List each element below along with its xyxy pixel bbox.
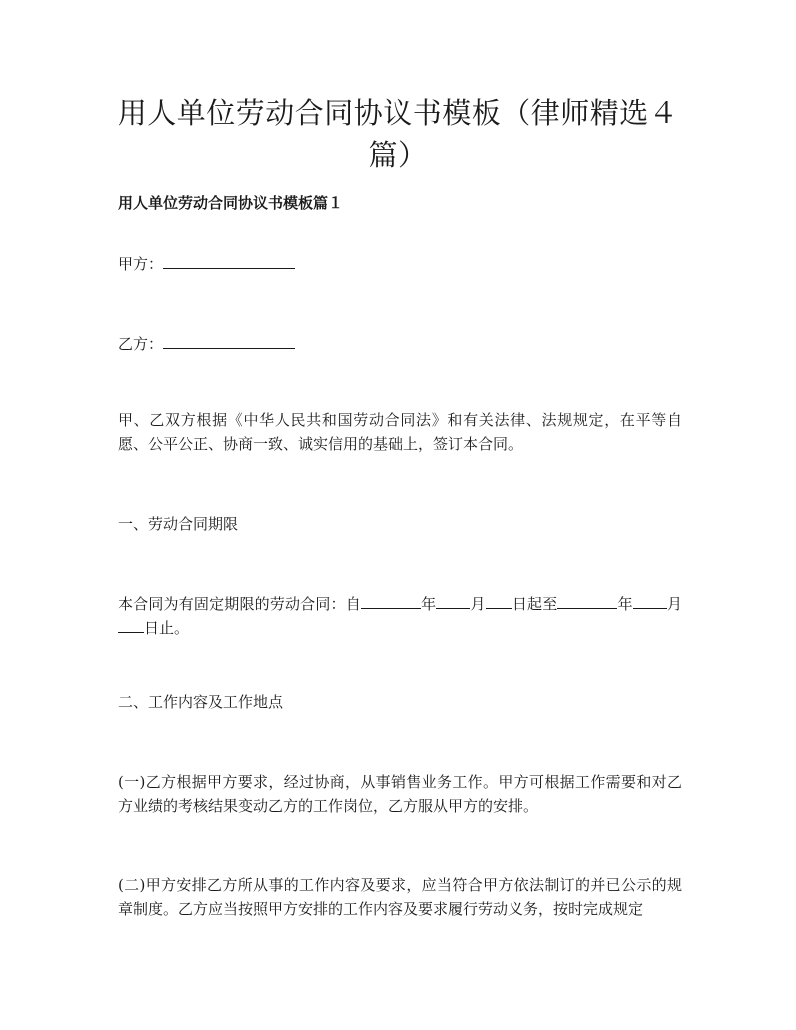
preamble-paragraph: 甲、乙双方根据《中华人民共和国劳动合同法》和有关法律、法规规定，在平等自愿、公平公正、协商一致、诚实信用的基础上，签订本合同。	[118, 411, 682, 453]
day-label: 日止。	[144, 619, 190, 637]
month-label: 月	[666, 595, 682, 613]
year-label: 年	[420, 595, 437, 613]
clause2-item1: (一)乙方根据甲方要求，经过协商，从事销售业务工作。甲方可根据工作需要和对乙方业绩的考核结果变动乙方的工作岗位，乙方服从甲方的安排。	[118, 773, 682, 815]
end-year-blank	[557, 594, 617, 609]
start-day-blank	[486, 594, 512, 609]
party-a-line	[118, 252, 682, 276]
document-title: 用人单位劳动合同协议书模板（律师精选４篇）	[117, 96, 679, 172]
party-a-label: 甲方：	[118, 255, 164, 273]
start-month-blank	[436, 594, 470, 609]
party-b-line	[118, 332, 682, 356]
clause1-heading: 一、劳动合同期限	[118, 515, 239, 533]
clause2-item2: (二)甲方安排乙方所从事的工作内容及要求，应当符合甲方依法制订的并已公示的规章制度。乙方应当按照甲方安排的工作内容及要求履行劳动义务，按时完成规定	[118, 876, 682, 918]
party-a-blank	[163, 254, 295, 269]
clause2-heading: 二、工作内容及工作地点	[118, 693, 284, 711]
clause1-paragraph	[118, 592, 682, 640]
party-b-blank	[163, 334, 295, 349]
start-year-blank	[361, 594, 421, 609]
month-label: 月	[470, 595, 486, 613]
year-label: 年	[617, 595, 633, 613]
party-b-label: 乙方：	[118, 335, 164, 353]
clause1-text-start: 本合同为有固定期限的劳动合同：自	[118, 595, 361, 613]
end-month-blank	[633, 594, 667, 609]
section-heading: 用人单位劳动合同协议书模板篇１	[118, 194, 344, 212]
day-label: 日起至	[511, 595, 558, 613]
end-day-blank	[118, 618, 144, 633]
